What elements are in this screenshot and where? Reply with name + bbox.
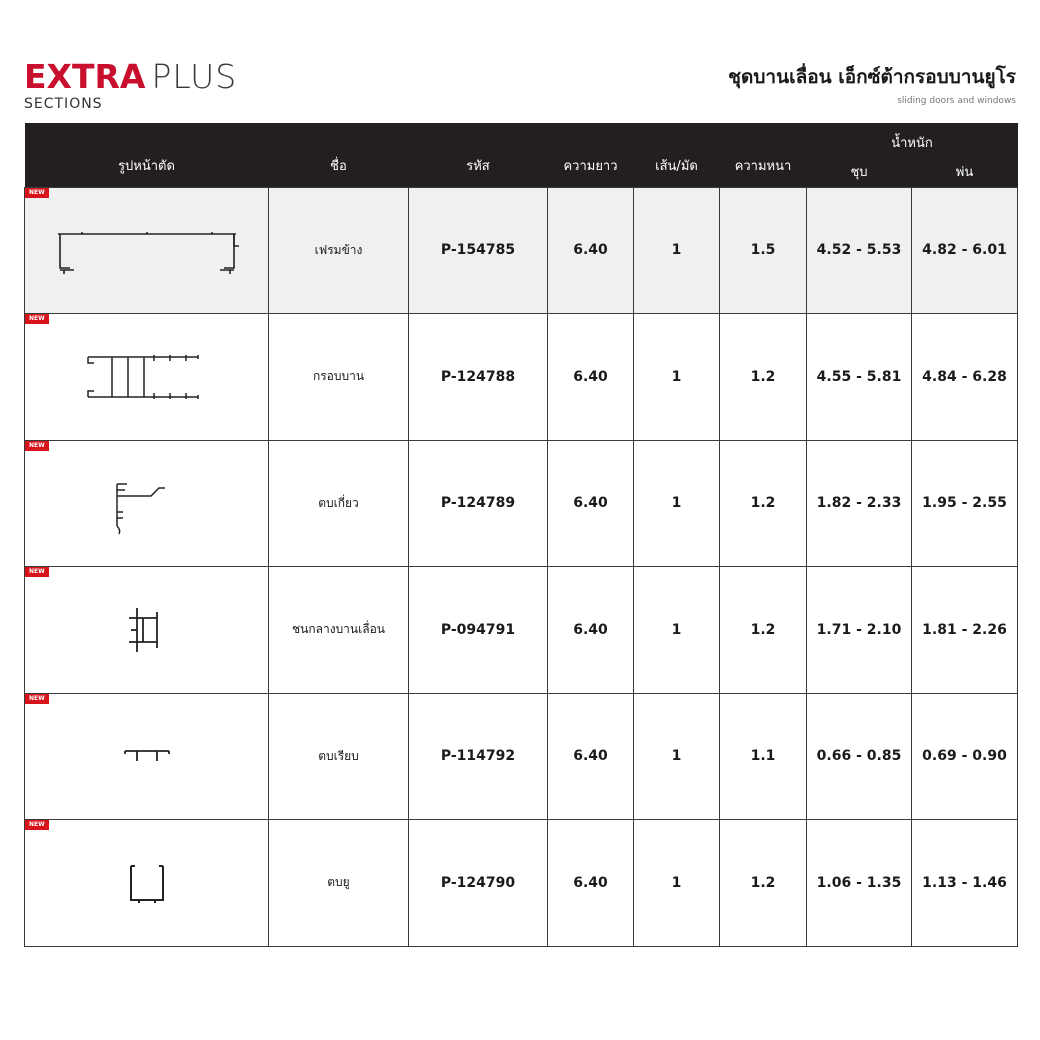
per-bundle-cell: 1 (634, 187, 720, 314)
code-cell: P-124790 (409, 820, 548, 947)
profile-cell (25, 820, 269, 947)
profile-cell (25, 693, 269, 820)
header-code: รหัส (409, 123, 548, 187)
per-bundle-cell: 1 (634, 314, 720, 441)
name-cell: เฟรมข้าง (269, 187, 409, 314)
name-cell: ตบยู (269, 820, 409, 947)
weight-painted-cell: 4.82 - 6.01 (912, 187, 1018, 314)
code-cell: P-124788 (409, 314, 548, 441)
page-subtitle: sliding doors and windows (897, 96, 1016, 106)
name-cell: ตบเรียบ (269, 693, 409, 820)
brand-plus-text: PLUS (151, 57, 238, 96)
header-profile: รูปหน้าตัด (25, 123, 269, 187)
table-row (25, 314, 1018, 441)
per-bundle-cell: 1 (634, 567, 720, 694)
profile-cell (25, 187, 269, 314)
table-row (25, 440, 1018, 567)
page-heading (728, 62, 1016, 106)
header-weight-anodized: ชุบ (807, 155, 912, 187)
name-cell: ชนกลางบานเลื่อน (269, 567, 409, 694)
profile-cell (25, 440, 269, 567)
hook-profile-icon (107, 468, 187, 538)
length-cell: 6.40 (548, 440, 634, 567)
weight-painted-cell: 1.95 - 2.55 (912, 440, 1018, 567)
table-row (25, 693, 1018, 820)
header-length: ความยาว (548, 123, 634, 187)
brand-sections-text: SECTIONS (24, 96, 103, 112)
code-cell: P-114792 (409, 693, 548, 820)
name-cell: ตบเกี่ยว (269, 440, 409, 567)
per-bundle-cell: 1 (634, 820, 720, 947)
mid-rail-profile-icon (117, 600, 177, 660)
thickness-cell: 1.2 (720, 314, 807, 441)
page-title: ชุดบานเลื่อน เอ็กซ์ต้ากรอบบานยูโร (728, 66, 1016, 88)
table-row (25, 187, 1018, 314)
weight-painted-cell: 0.69 - 0.90 (912, 693, 1018, 820)
new-badge: NEW (25, 820, 49, 830)
code-cell: P-094791 (409, 567, 548, 694)
length-cell: 6.40 (548, 314, 634, 441)
length-cell: 6.40 (548, 187, 634, 314)
brand-wordmark (24, 57, 238, 96)
header-per-bundle: เส้น/มัด (634, 123, 720, 187)
length-cell: 6.40 (548, 567, 634, 694)
thickness-cell: 1.2 (720, 567, 807, 694)
side-frame-profile-icon (52, 220, 242, 280)
new-badge: NEW (25, 694, 49, 704)
length-cell: 6.40 (548, 693, 634, 820)
new-badge: NEW (25, 188, 49, 198)
code-cell: P-124789 (409, 440, 548, 567)
weight-anodized-cell: 1.71 - 2.10 (807, 567, 912, 694)
name-cell: กรอบบาน (269, 314, 409, 441)
weight-anodized-cell: 4.52 - 5.53 (807, 187, 912, 314)
header-name: ชื่อ (269, 123, 409, 187)
per-bundle-cell: 1 (634, 693, 720, 820)
new-badge: NEW (25, 567, 49, 577)
thickness-cell: 1.2 (720, 440, 807, 567)
weight-anodized-cell: 1.82 - 2.33 (807, 440, 912, 567)
code-cell: P-154785 (409, 187, 548, 314)
u-channel-profile-icon (117, 858, 177, 908)
new-badge: NEW (25, 314, 49, 324)
brand-extra-text: EXTRA (24, 57, 146, 96)
header-weight-painted: พ่น (912, 155, 1018, 187)
length-cell: 6.40 (548, 820, 634, 947)
weight-anodized-cell: 1.06 - 1.35 (807, 820, 912, 947)
header-thickness: ความหนา (720, 123, 807, 187)
flat-profile-icon (117, 741, 177, 771)
thickness-cell: 1.1 (720, 693, 807, 820)
profile-cell (25, 567, 269, 694)
weight-anodized-cell: 4.55 - 5.81 (807, 314, 912, 441)
thickness-cell: 1.2 (720, 820, 807, 947)
header-weight: น้ำหนัก (807, 123, 1018, 155)
table-row (25, 567, 1018, 694)
thickness-cell: 1.5 (720, 187, 807, 314)
new-badge: NEW (25, 441, 49, 451)
profile-cell (25, 314, 269, 441)
per-bundle-cell: 1 (634, 440, 720, 567)
brand-logo (24, 57, 238, 112)
sash-frame-profile-icon (82, 349, 212, 405)
weight-anodized-cell: 0.66 - 0.85 (807, 693, 912, 820)
weight-painted-cell: 4.84 - 6.28 (912, 314, 1018, 441)
weight-painted-cell: 1.81 - 2.26 (912, 567, 1018, 694)
weight-painted-cell: 1.13 - 1.46 (912, 820, 1018, 947)
spec-table (24, 123, 1018, 947)
table-row (25, 820, 1018, 947)
